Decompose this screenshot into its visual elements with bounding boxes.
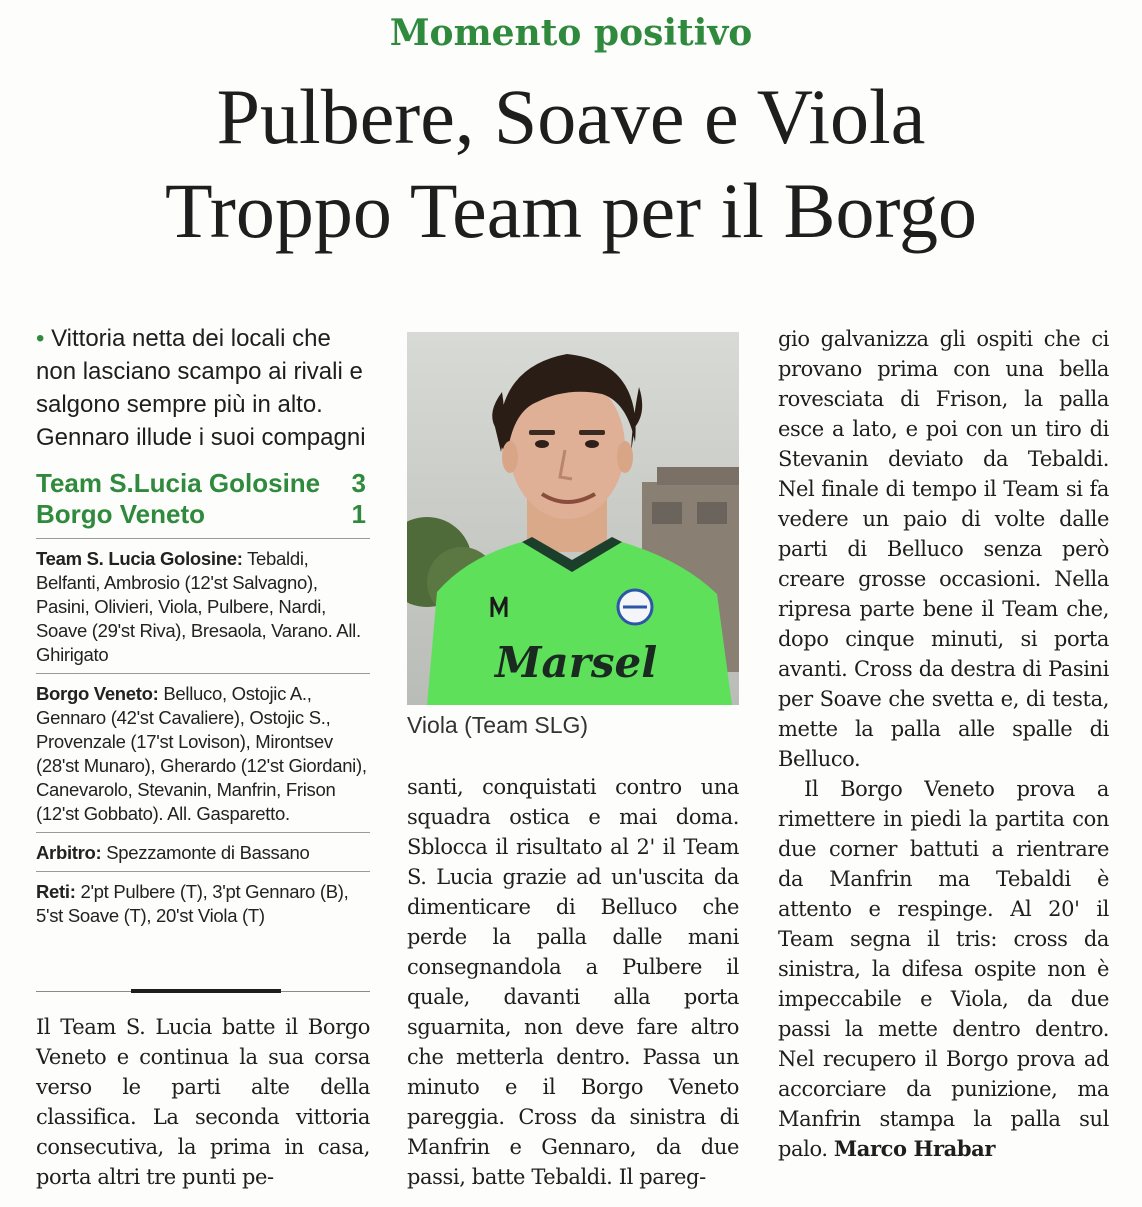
goals-text: 2'pt Pulbere (T), 3'pt Gennaro (B), 5'st Soave (T), 20'st Viola (T) [36, 881, 349, 926]
player-photo [407, 332, 739, 705]
scoreboard [36, 468, 370, 530]
summary-text: Vittoria netta dei locali che non lasciano scampo ai rivali e salgono sempre più in alto. Gennaro illude i suoi compagni [36, 325, 366, 451]
home-lineup [36, 539, 370, 673]
score-row-away [36, 499, 370, 530]
article-column-1: Il Team S. Lucia batte il Borgo Veneto e continua la sua corsa verso le parti alte della classifica. La seconda vittoria consecutiva, la prima in casa, porta altri tre punti pe- [36, 1015, 370, 1189]
score-row-home [36, 468, 370, 499]
away-goals: 1 [351, 499, 366, 529]
home-lineup-text: Tebaldi, Belfanti, Ambrosio (12'st Salvagno), Pasini, Olivieri, Viola, Pulbere, Nardi, Soave (29'st Riva), Bresaola, Varano. All. Ghirigato [36, 548, 361, 665]
home-goals: 3 [351, 468, 366, 498]
away-lineup [36, 674, 370, 832]
section-separator [36, 987, 370, 995]
away-lineup-label: Borgo Veneto: [36, 683, 159, 704]
photo-caption: Viola (Team SLG) [407, 712, 589, 738]
away-lineup-text: Belluco, Ostojic A., Gennaro (42'st Cavaliere), Ostojic S., Provenzale (17'st Lovison), Mirontsev (28'st Munaro), Gherardo (12'st Giordani), Canevarolo, Stevanin, Manfrin, Frison (12'st Gobbato). All. Gasparetto. [36, 683, 367, 824]
goals [36, 872, 370, 934]
headline-line-1: Pulbere, Soave e Viola [216, 73, 926, 160]
article-paragraph [778, 774, 1109, 1164]
referee-text: Spezzamonte di Bassano [101, 842, 310, 863]
headline-line-2: Troppo Team per il Borgo [164, 167, 978, 254]
article-column-3 [778, 324, 1109, 1164]
sidebar-column [36, 322, 370, 934]
referee [36, 833, 370, 871]
article-column-2: santi, conquistati contro una squadra ostica e mai doma. Sblocca il risultato al 2' il Team S. Lucia grazie ad un'uscita da dimenticare di Belluco che perde la palla dalle mani consegnandola a Pulbere il quale, davanti alla porta sguarnita, non deve fare altro che metterla dentro. Passa un minuto e il Borgo Veneto pareggia. Cross da sinistra di Manfrin e Gennaro, da due passi, batte Tebaldi. Il pareg- [407, 775, 739, 1189]
author-byline: Marco Hrabar [833, 1136, 995, 1161]
summary [36, 322, 370, 454]
home-lineup-label: Team S. Lucia Golosine: [36, 548, 243, 569]
home-team: Team S.Lucia Golosine [36, 468, 321, 498]
shirt-sponsor: Marsel [495, 638, 658, 687]
article-paragraph: gio galvanizza gli ospiti che ci provano prima con una bella rovesciata di Frison, la palla esce a lato, e poi con un tiro di Stevanin deviato da Tebaldi. Nel finale di tempo il Team si fa vedere un paio di volte dalle parti di Belluco senza però creare grosse occasioni. Nella ripresa parte bene il Team che, dopo cinque minuti, si porta avanti. Cross da destra di Pasini per Soave che svetta e, di testa, mette la palla alle spalle di Belluco. [778, 327, 1109, 771]
article-paragraph-text: Il Borgo Veneto prova a rimettere in piedi la partita con due corner battuti a rientrare da Manfrin ma Tebaldi è attento e respinge. Al 20' il Team segna il tris: cross da sinistra, la difesa ospite non è impeccabile e Viola, da due passi la mette dentro dentro. Nel recupero il Borgo prova ad accorciare da punizione, ma Manfrin stampa la palla sul palo. [778, 777, 1109, 1161]
headline [0, 70, 1142, 258]
goals-label: Reti: [36, 881, 76, 902]
away-team: Borgo Veneto [36, 499, 206, 529]
referee-label: Arbitro: [36, 842, 102, 863]
kicker: Momento positivo [389, 12, 753, 54]
bullet-icon: • [36, 325, 45, 352]
